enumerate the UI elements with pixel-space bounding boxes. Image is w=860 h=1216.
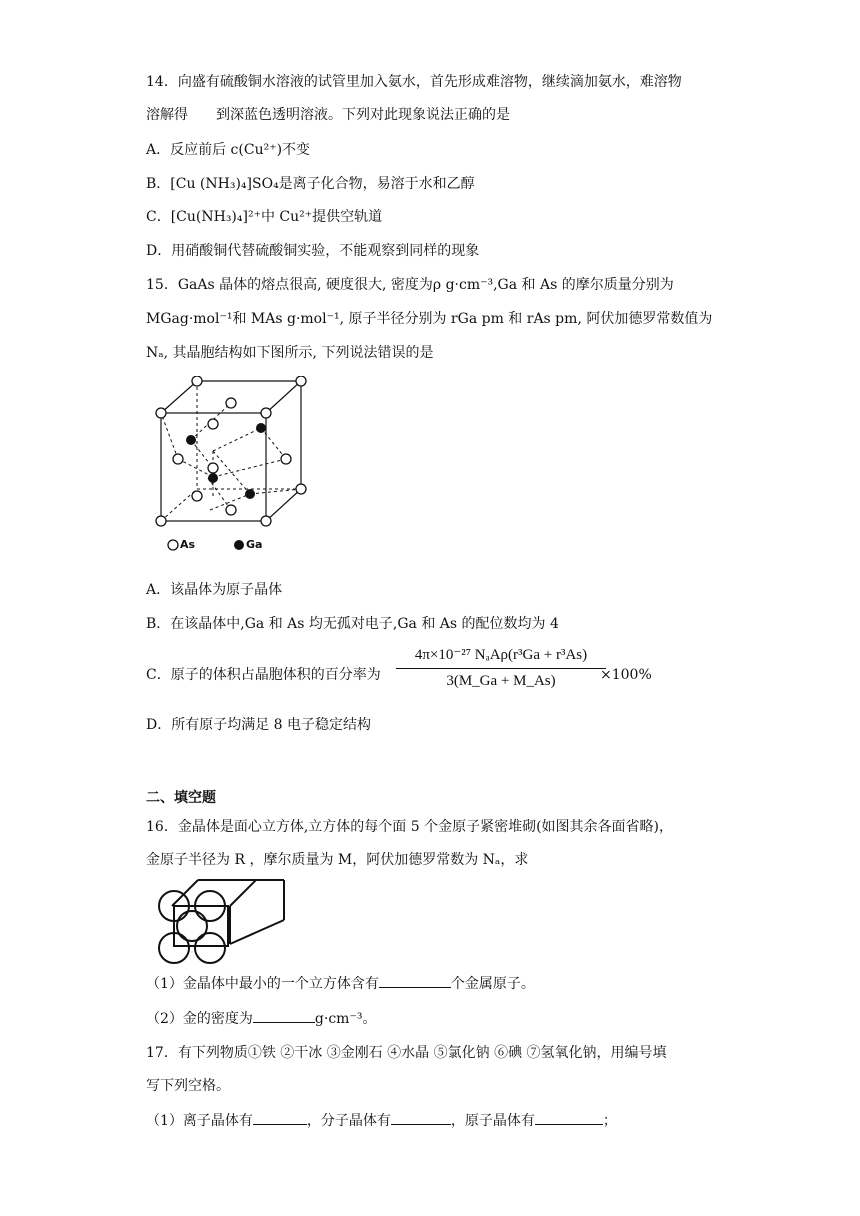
q16-part2-text: （2）金的密度为 [146, 1011, 253, 1027]
answer-blank[interactable] [253, 1008, 315, 1023]
legend-ga-label: Ga [246, 538, 263, 551]
q16-part1-tail: 个金属原子。 [450, 976, 535, 992]
q16-stem-line1: 16．金晶体是面心立方体,立方体的每个面 5 个金原子紧密堆砌(如图其余各面省略)， [146, 819, 673, 835]
formula-denominator: 3(M_Ga + M_As) [446, 673, 556, 689]
gold-fcc-face-figure [154, 876, 288, 970]
q15-option-c-suffix: ×100% [600, 667, 652, 683]
answer-blank[interactable] [391, 1110, 451, 1125]
legend-as-label: As [180, 538, 196, 551]
q15-stem-line1: 15．GaAs 晶体的熔点很高, 硬度很大, 密度为ρ g·cm⁻³,Ga 和 As 的摩尔质量分别为 [146, 277, 674, 293]
q14-option-d: D．用硝酸铜代替硫酸铜实验，不能观察到同样的现象 [146, 243, 480, 259]
answer-blank[interactable] [535, 1110, 603, 1125]
section-title: 二、填空题 [146, 790, 216, 806]
answer-blank[interactable] [379, 973, 451, 988]
q15-formula-fraction [396, 645, 606, 690]
q14-option-c: C．[Cu(NH₃)₄]²⁺中 Cu²⁺提供空轨道 [146, 209, 383, 225]
q15-option-a: A．该晶体为原子晶体 [146, 582, 283, 598]
gaas-unit-cell-figure [148, 376, 318, 556]
q17-part1-text: （1）离子晶体有 [146, 1113, 253, 1129]
q16-part2-tail: g·cm⁻³。 [314, 1011, 377, 1027]
q17-part1-mid1: ，分子晶体有 [306, 1113, 391, 1129]
q16-stem-line2: 金原子半径为 R ，摩尔质量为 M，阿伏加德罗常数为 Nₐ，求 [146, 852, 529, 868]
q15-option-c-prefix: C．原子的体积占晶胞体积的百分率为 [146, 667, 381, 683]
q14-option-a: A．反应前后 c(Cu²⁺)不变 [146, 142, 311, 158]
answer-blank[interactable] [253, 1110, 307, 1125]
q16-part2 [146, 1008, 376, 1029]
q15-option-d: D．所有原子均满足 8 电子稳定结构 [146, 717, 372, 733]
q15-option-b: B．在该晶体中,Ga 和 As 均无孤对电子,Ga 和 As 的配位数均为 4 [146, 616, 559, 632]
q17-stem-line2: 写下列空格。 [146, 1078, 230, 1094]
q14-stem-line2: 溶解得 到深蓝色透明溶液。下列对此现象说法正确的是 [146, 107, 510, 123]
q17-stem-line1: 17．有下列物质①铁 ②干冰 ③金刚石 ④水晶 ⑤氯化钠 ⑥碘 ⑦氢氧化钠，用编号填 [146, 1045, 667, 1061]
q17-part1-mid2: ，原子晶体有 [450, 1113, 535, 1129]
q17-part1 [146, 1110, 617, 1131]
q15-stem-line3: Nₐ, 其晶胞结构如下图所示, 下列说法错误的是 [146, 345, 434, 361]
formula-numerator: 4π×10⁻²⁷ NₐAρ(r³Ga + r³As) [396, 645, 606, 669]
q17-part1-end: ； [602, 1113, 617, 1129]
q15-stem-line2: MGag·mol⁻¹和 MAs g·mol⁻¹, 原子半径分别为 rGa pm 和 rAs pm, 阿伏加德罗常数值为 [146, 311, 713, 327]
q14-option-b: B．[Cu (NH₃)₄]SO₄是离子化合物，易溶于水和乙醇 [146, 176, 475, 192]
q16-part1 [146, 973, 535, 994]
q14-stem-line1: 14．向盛有硫酸铜水溶液的试管里加入氨水，首先形成难溶物，继续滴加氨水，难溶物 [146, 74, 682, 90]
q16-part1-text: （1）金晶体中最小的一个立方体含有 [146, 976, 379, 992]
